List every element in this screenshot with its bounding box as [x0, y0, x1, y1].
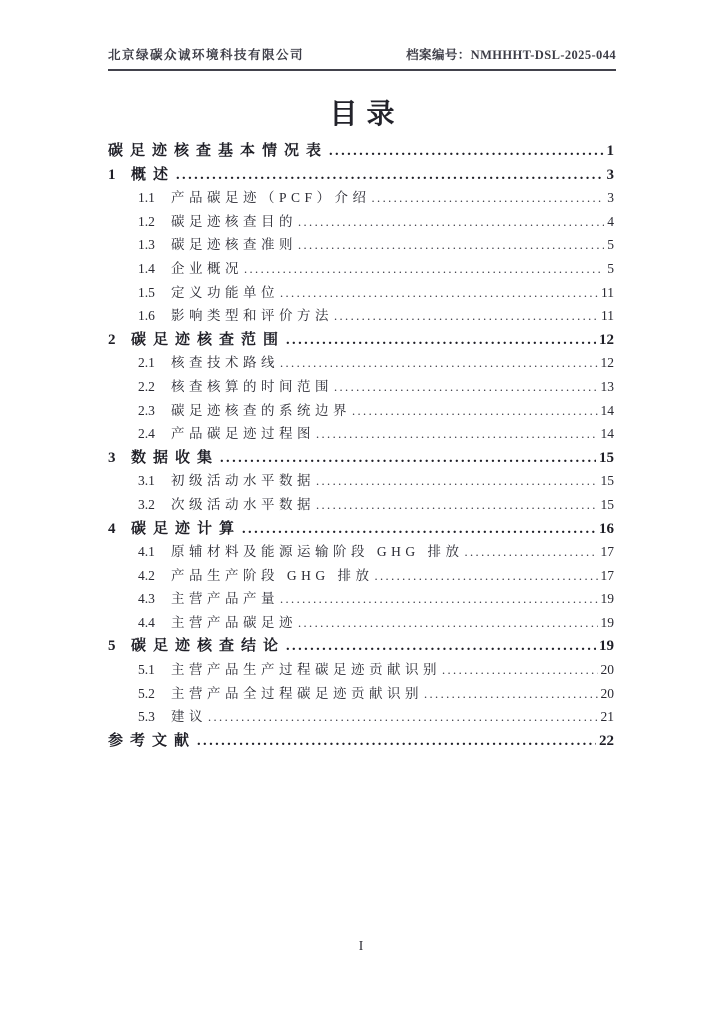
toc-entry-page: 3 [607, 190, 614, 206]
toc-leader-dots [298, 616, 598, 631]
toc-entry-number: 5.3 [138, 709, 155, 725]
toc-entry[interactable] [108, 233, 614, 257]
toc-entry-label: 产品生产阶段 GHG 排放 [171, 567, 374, 583]
toc-entry-label: 定义功能单位 [171, 284, 279, 300]
toc-entry[interactable] [108, 634, 614, 658]
toc-entry[interactable] [108, 281, 614, 305]
toc-leader-dots [242, 521, 596, 538]
toc-entry-page: 1 [606, 143, 614, 159]
toc-entry-number: 5 [108, 638, 116, 655]
toc-entry[interactable] [108, 399, 614, 423]
toc-entry-label: 参考文献 [108, 732, 197, 749]
toc-entry[interactable] [108, 422, 614, 446]
toc-entry-label: 碳足迹核查范围 [131, 331, 286, 348]
toc-entry-label: 碳足迹核查的系统边界 [171, 402, 351, 418]
toc-leader-dots [176, 167, 603, 184]
toc-entry-number: 3.2 [138, 496, 155, 512]
page-footer [108, 938, 614, 954]
toc-entry-number: 1.1 [138, 190, 155, 206]
toc-leader-dots [197, 733, 596, 750]
toc-leader-dots [372, 191, 605, 206]
toc-entry-number: 1.2 [138, 213, 155, 229]
table-of-contents [108, 139, 614, 752]
toc-entry-label: 碳足迹核查目的 [171, 213, 297, 229]
toc-leader-dots [442, 663, 598, 678]
toc-entry-page: 19 [599, 638, 614, 655]
toc-entry-page: 12 [599, 331, 614, 348]
header-company-name: 北京绿碳众诚环境科技有限公司 [108, 48, 305, 62]
toc-entry[interactable] [108, 587, 614, 611]
toc-entry[interactable] [108, 446, 614, 470]
toc-entry-number: 4.3 [138, 591, 155, 607]
toc-entry-number: 2.1 [138, 355, 155, 371]
toc-entry-number: 4.4 [138, 614, 155, 630]
toc-entry-label: 主营产品生产过程碳足迹贡献识别 [171, 662, 441, 678]
toc-entry-page: 15 [599, 449, 614, 466]
toc-leader-dots [244, 262, 604, 277]
toc-entry-number: 4.2 [138, 567, 155, 583]
toc-entry-label: 建议 [171, 709, 207, 725]
toc-entry-page: 14 [600, 426, 614, 442]
toc-entry[interactable] [108, 682, 614, 706]
toc-entry-label: 原辅材料及能源运输阶段 GHG 排放 [171, 544, 464, 560]
toc-leader-dots [352, 404, 598, 419]
toc-entry-label: 核查技术路线 [171, 355, 279, 371]
toc-leader-dots [220, 450, 596, 467]
toc-entry[interactable] [108, 469, 614, 493]
file-number-value: NMHHHT-DSL-2025-044 [470, 48, 616, 62]
toc-leader-dots [334, 309, 598, 324]
toc-entry-page: 19 [600, 591, 614, 607]
toc-leader-dots [280, 356, 598, 371]
toc-entry-page: 20 [600, 662, 614, 678]
toc-entry-page: 14 [600, 402, 614, 418]
toc-entry-page: 15 [600, 473, 614, 489]
toc-entry-label: 次级活动水平数据 [171, 496, 315, 512]
toc-entry-number: 2.2 [138, 378, 155, 394]
toc-entry[interactable] [108, 257, 614, 281]
toc-entry-number: 1.5 [138, 284, 155, 300]
file-number-label: 档案编号： [406, 48, 471, 62]
toc-entry[interactable] [108, 705, 614, 729]
toc-entry-page: 11 [601, 284, 614, 300]
toc-leader-dots [286, 332, 596, 349]
toc-leader-dots [316, 474, 598, 489]
toc-entry-number: 5.2 [138, 685, 155, 701]
toc-entry-page: 19 [600, 614, 614, 630]
toc-leader-dots [316, 498, 598, 513]
toc-entry-page: 12 [600, 355, 614, 371]
toc-leader-dots [280, 592, 598, 607]
toc-entry-page: 15 [600, 496, 614, 512]
toc-entry-page: 17 [600, 567, 614, 583]
toc-entry-number: 1.3 [138, 237, 155, 253]
toc-entry-label: 数据收集 [131, 449, 220, 466]
toc-entry-label: 初级活动水平数据 [171, 473, 315, 489]
toc-entry-page: 5 [607, 260, 614, 276]
toc-title: 目录 [329, 99, 404, 130]
toc-entry[interactable] [108, 351, 614, 375]
toc-entry-page: 16 [599, 520, 614, 537]
toc-entry-page: 3 [606, 166, 614, 183]
toc-entry-label: 主营产品产量 [171, 591, 279, 607]
toc-entry-page: 17 [600, 544, 614, 560]
toc-entry-page: 20 [600, 685, 614, 701]
toc-entry-page: 5 [607, 237, 614, 253]
header-file-number [406, 45, 616, 63]
toc-entry[interactable] [108, 658, 614, 682]
toc-entry-number: 1 [108, 166, 116, 183]
toc-entry-label: 产品碳足迹过程图 [171, 426, 315, 442]
toc-entry[interactable] [108, 375, 614, 399]
toc-entry-label: 碳足迹核查基本情况表 [108, 143, 329, 159]
toc-entry-label: 企业概况 [171, 260, 243, 276]
toc-entry-page: 11 [601, 308, 614, 324]
toc-entry[interactable] [108, 729, 614, 753]
toc-entry[interactable] [108, 540, 614, 564]
toc-entry-page: 13 [600, 378, 614, 394]
toc-entry[interactable] [108, 304, 614, 328]
toc-leader-dots [298, 238, 604, 253]
toc-entry-number: 3.1 [138, 473, 155, 489]
toc-entry-label: 碳足迹核查结论 [131, 638, 286, 655]
toc-entry-label: 主营产品碳足迹 [171, 614, 297, 630]
toc-entry-label: 概述 [131, 166, 176, 183]
toc-entry[interactable] [108, 139, 614, 163]
toc-entry-label: 主营产品全过程碳足迹贡献识别 [171, 685, 423, 701]
toc-entry-label: 碳足迹计算 [131, 520, 242, 537]
toc-entry-label: 核查核算的时间范围 [171, 378, 333, 394]
page-header [108, 45, 616, 71]
toc-leader-dots [375, 569, 598, 584]
toc-entry-number: 1.4 [138, 260, 155, 276]
toc-entry-number: 3 [108, 449, 116, 466]
toc-leader-dots [465, 545, 598, 560]
toc-entry-number: 2.3 [138, 402, 155, 418]
toc-entry-label: 碳足迹核查准则 [171, 237, 297, 253]
toc-leader-dots [424, 687, 598, 702]
toc-leader-dots [286, 638, 596, 655]
toc-entry[interactable] [108, 186, 614, 210]
footer-page-number: I [358, 938, 364, 953]
toc-leader-dots [329, 143, 603, 160]
toc-leader-dots [208, 710, 598, 725]
toc-leader-dots [334, 380, 598, 395]
toc-entry[interactable] [108, 493, 614, 517]
toc-entry-page: 21 [600, 709, 614, 725]
toc-entry-number: 5.1 [138, 662, 155, 678]
toc-entry-number: 4 [108, 520, 116, 537]
toc-leader-dots [280, 286, 598, 301]
toc-entry[interactable] [108, 611, 614, 635]
toc-leader-dots [316, 427, 598, 442]
toc-entry-number: 4.1 [138, 544, 155, 560]
toc-entry-page: 4 [607, 213, 614, 229]
toc-leader-dots [298, 215, 604, 230]
toc-entry-label: 产品碳足迹（PCF）介绍 [171, 190, 371, 206]
toc-entry[interactable] [108, 210, 614, 234]
toc-entry-number: 2 [108, 331, 116, 348]
toc-entry[interactable] [108, 328, 614, 352]
toc-entry[interactable] [108, 517, 614, 541]
toc-entry[interactable] [108, 564, 614, 588]
toc-entry-number: 2.4 [138, 426, 155, 442]
toc-entry-number: 1.6 [138, 308, 155, 324]
toc-entry-page: 22 [599, 732, 614, 749]
toc-entry-label: 影响类型和评价方法 [171, 308, 333, 324]
toc-entry[interactable] [108, 163, 614, 187]
